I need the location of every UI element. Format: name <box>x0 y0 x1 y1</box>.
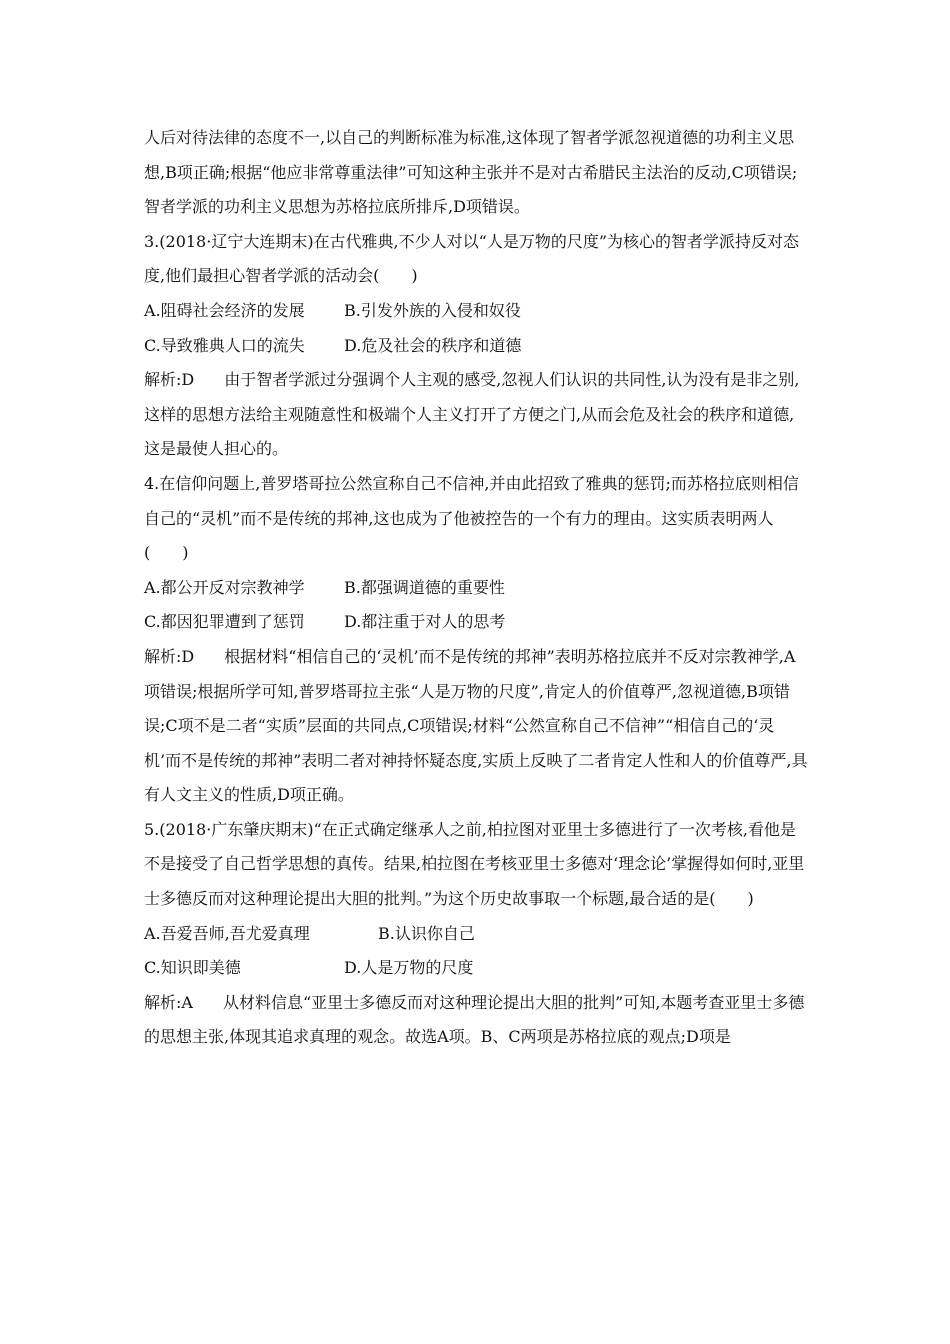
question-5-option-c: C.知识即美德 <box>144 958 241 978</box>
question-3-option-c: C.导致雅典人口的流失 <box>144 335 305 355</box>
question-5-stem: 5.(2018·广东肇庆期末)“在正式确定继承人之前,柏拉图对亚里士多德进行了一次考核,看他是不是接受了自己哲学思想的真传。结果,柏拉图在考核亚里士多德对‘理念论’掌握得如何时,亚里士多德反而对这种理论提出大胆的批判。”为这个历史故事取一个标题,最合适的是( ) <box>144 819 805 909</box>
question-4-option-c: C.都因犯罪遭到了惩罚 <box>144 612 305 632</box>
question-4-option-d: D.都注重于对人的思考 <box>344 612 506 632</box>
question-5-option-b: B.认识你自己 <box>378 923 475 943</box>
question-5-analysis <box>144 986 809 1055</box>
question-4-options-row-1 <box>144 571 809 606</box>
question-4-analysis <box>144 640 809 813</box>
question-5-options-row-1 <box>144 917 809 952</box>
question-5-option-a: A.吾爱吾师,吾尤爱真理 <box>144 923 310 943</box>
question-5-analysis-label: 解析:A <box>144 992 193 1012</box>
question-4-option-a: A.都公开反对宗教神学 <box>144 577 305 597</box>
document-body <box>144 121 809 1055</box>
question-4-option-b: B.都强调道德的重要性 <box>344 577 505 597</box>
question-5-option-d: D.人是万物的尺度 <box>344 958 474 978</box>
question-3-stem: 3.(2018·辽宁大连期末)在古代雅典,不少人对以“人是万物的尺度”为核心的智者学派持反对态度,他们最担心智者学派的活动会( ) <box>144 231 800 286</box>
question-3-option-a: A.阻碍社会经济的发展 <box>144 300 305 320</box>
question-3-analysis <box>144 363 809 467</box>
question-5-options-row-2 <box>144 951 809 986</box>
question-4-options-row-2 <box>144 605 809 640</box>
question-4-analysis-label: 解析:D <box>144 646 195 666</box>
question-3-options-row-2 <box>144 329 809 364</box>
question-3-options-row-1 <box>144 294 809 329</box>
previous-analysis-continuation: 人后对待法律的态度不一,以自己的判断标准为标准,这体现了智者学派忽视道德的功利主义思想,B项正确;根据“他应非常尊重法律”可知这种主张并不是对古希腊民主法治的反动,C项错误;智者学派的功利主义思想为苏格拉底所排斥,D项错误。 <box>144 128 798 217</box>
question-3-option-d: D.危及社会的秩序和道德 <box>344 335 522 355</box>
question-3-analysis-label: 解析:D <box>144 370 195 390</box>
question-4-analysis-text: 根据材料“相信自己的‘灵机’而不是传统的邦神”表明苏格拉底并不反对宗教神学,A项错误;根据所学可知,普罗塔哥拉主张“人是万物的尺度”,肯定人的价值尊严,忽视道德,B项错误;C项不是二者“实质”层面的共同点,C项错误;材料“公然宣称自己不信神”“相信自己的‘灵机’而不是传统的邦神”表明二者对神持怀疑态度,实质上反映了二者肯定人性和人的价值尊严,具有人文主义的性质,D项正确。 <box>144 646 808 805</box>
question-5-analysis-text: 从材料信息“亚里士多德反而对这种理论提出大胆的批判”可知,本题考查亚里士多德的思想主张,体现其追求真理的观念。故选A项。B、C两项是苏格拉底的观点;D项是 <box>144 992 805 1047</box>
question-3-analysis-text: 由于智者学派过分强调个人主观的感受,忽视人们认识的共同性,认为没有是非之别,这样的思想方法给主观随意性和极端个人主义打开了方便之门,从而会危及社会的秩序和道德,这是最使人担心的。 <box>144 370 800 459</box>
question-3-option-b: B.引发外族的入侵和奴役 <box>344 300 521 320</box>
question-4-stem: 4.在信仰问题上,普罗塔哥拉公然宣称自己不信神,并由此招致了雅典的惩罚;而苏格拉底则相信自己的“灵机”而不是传统的邦神,这也成为了他被控告的一个有力的理由。这实质表明两人( ) <box>144 473 799 563</box>
